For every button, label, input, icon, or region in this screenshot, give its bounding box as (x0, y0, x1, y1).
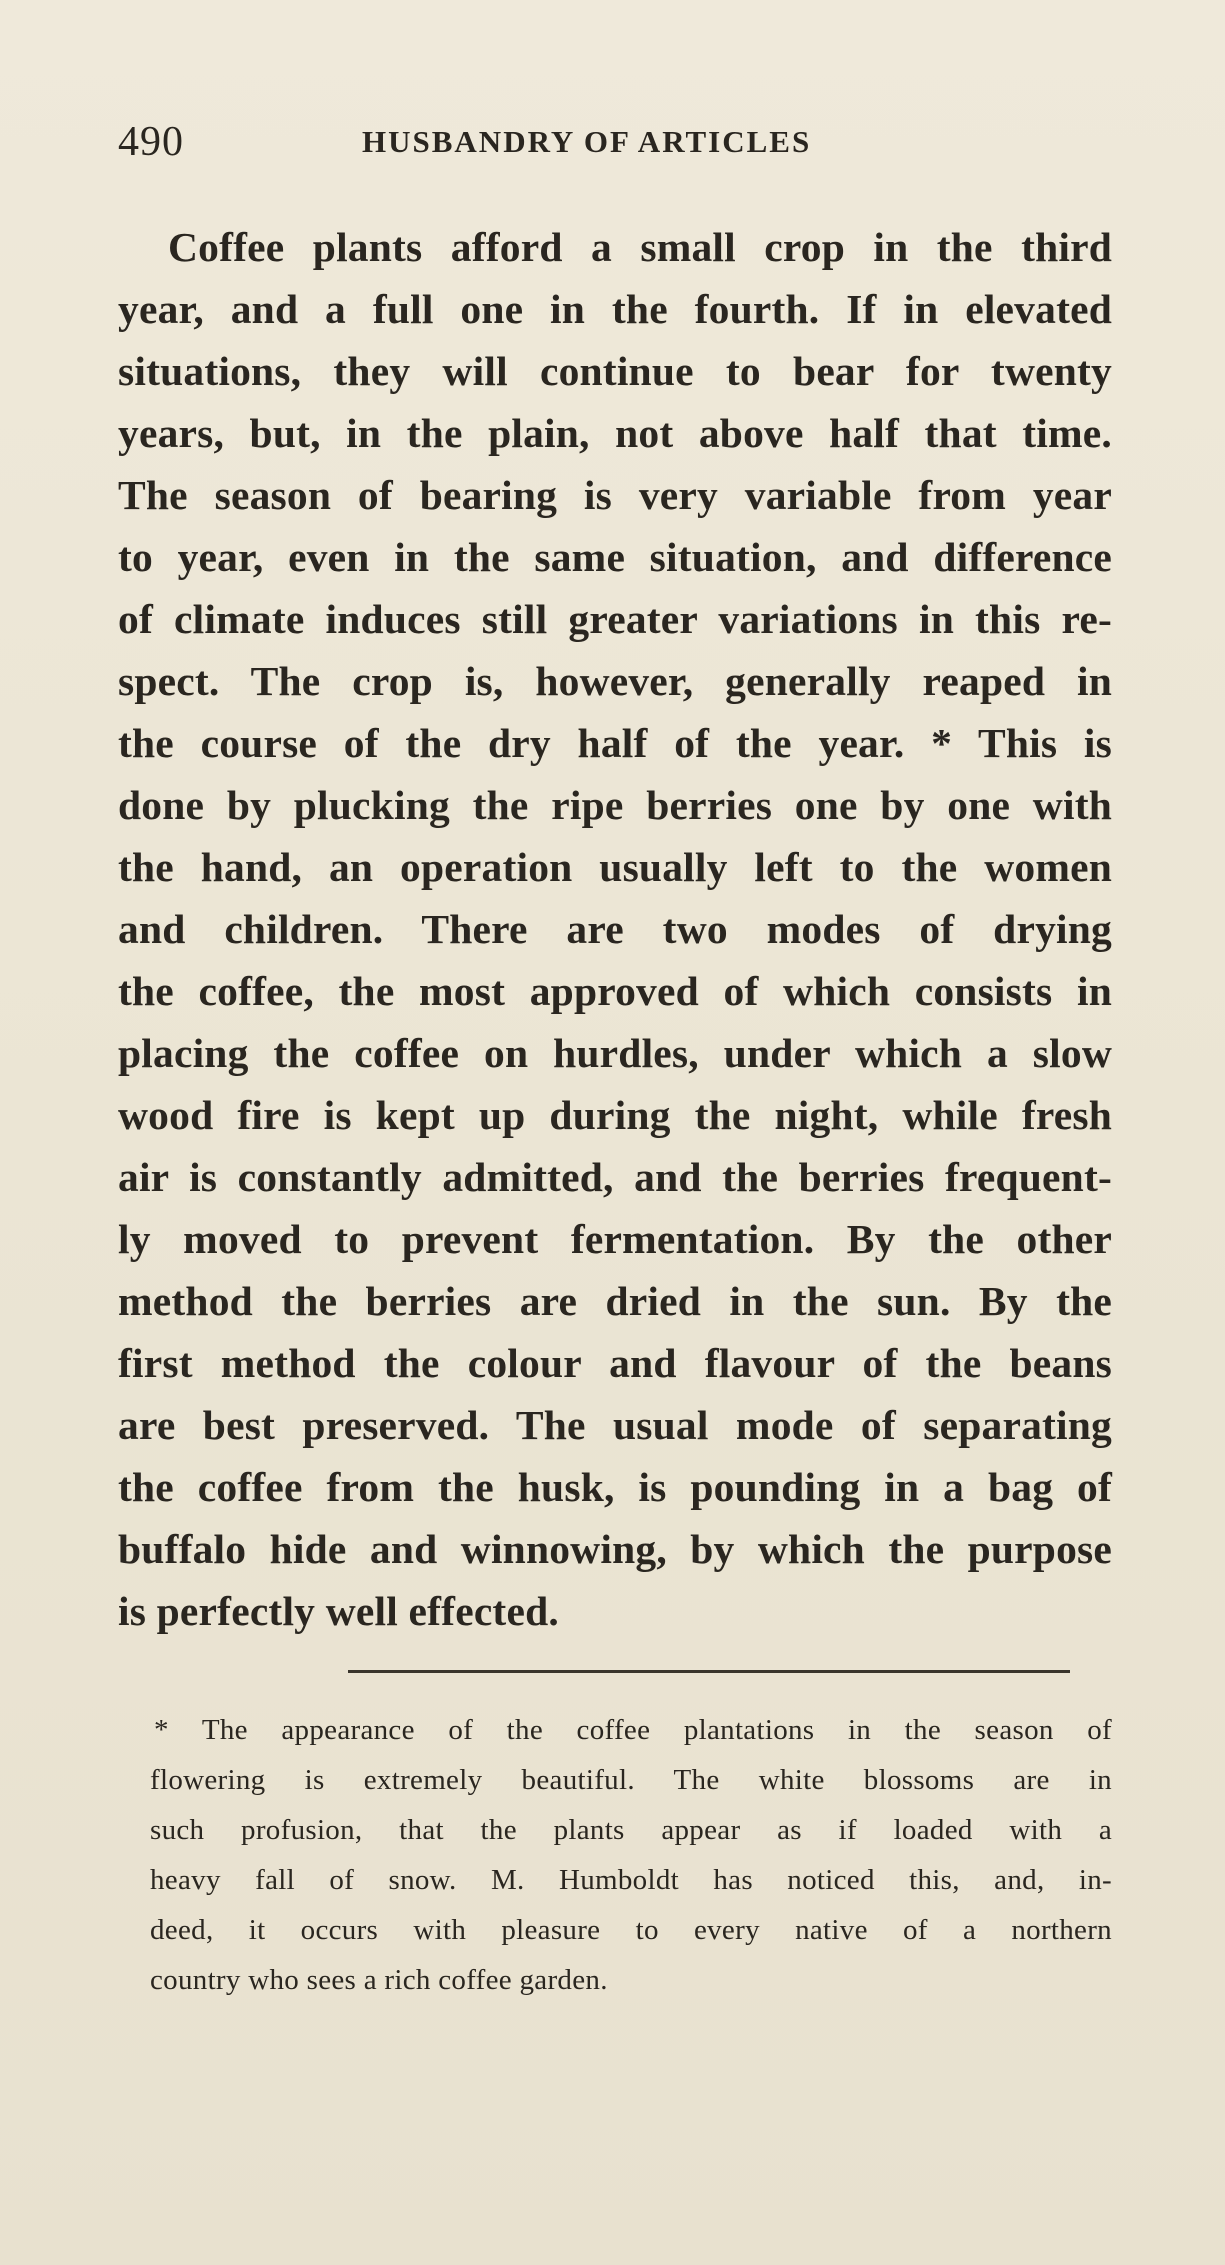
body-text (118, 216, 1112, 1642)
footnote-line: country who sees a rich coffee garden. (150, 1964, 608, 1996)
body-line: wood fire is kept up during the night, while fresh (118, 1092, 1112, 1138)
body-line: to year, even in the same situation, and difference (118, 534, 1112, 580)
body-line: air is constantly admitted, and the berries frequent- (118, 1154, 1112, 1200)
body-line: done by plucking the ripe berries one by one with (118, 782, 1112, 828)
body-line: are best preserved. The usual mode of separating (118, 1402, 1112, 1448)
body-line: the hand, an operation usually left to the women (118, 844, 1112, 890)
body-line: is perfectly well effected. (118, 1588, 559, 1634)
body-line: buffalo hide and winnowing, by which the purpose (118, 1526, 1112, 1572)
footnote-line: heavy fall of snow. M. Humboldt has noticed this, and, in- (150, 1864, 1112, 1896)
body-line: the coffee from the husk, is pounding in a bag of (118, 1464, 1112, 1510)
body-line: spect. The crop is, however, generally reaped in (118, 658, 1112, 704)
body-line: placing the coffee on hurdles, under which a slow (118, 1030, 1112, 1076)
page-number: 490 (118, 119, 184, 165)
body-line: and children. There are two modes of drying (118, 906, 1112, 952)
body-line: method the berries are dried in the sun. By the (118, 1278, 1112, 1324)
body-line: years, but, in the plain, not above half that time. (118, 410, 1112, 456)
running-head: HUSBANDRY OF ARTICLES (362, 124, 812, 159)
footnote-divider (348, 1670, 1070, 1673)
body-line: the course of the dry half of the year. * This is (118, 720, 1112, 766)
footnote-line: flowering is extremely beautiful. The white blossoms are in (150, 1764, 1112, 1796)
page-header (118, 118, 998, 178)
body-line: first method the colour and flavour of the beans (118, 1340, 1112, 1386)
body-line: ly moved to prevent fermentation. By the other (118, 1216, 1112, 1262)
footnote-line: such profusion, that the plants appear as if loaded with a (150, 1814, 1112, 1846)
body-line: situations, they will continue to bear for twenty (118, 348, 1112, 394)
body-line: Coffee plants afford a small crop in the third (168, 224, 1112, 270)
body-line: the coffee, the most approved of which consists in (118, 968, 1112, 1014)
body-line: of climate induces still greater variations in this re- (118, 596, 1112, 642)
footnote-line: deed, it occurs with pleasure to every native of a northern (150, 1914, 1112, 1946)
body-line: year, and a full one in the fourth. If in elevated (118, 286, 1112, 332)
footnote (150, 1705, 1112, 2005)
footnote-line: * The appearance of the coffee plantations in the season of (154, 1714, 1112, 1746)
body-line: The season of bearing is very variable from year (118, 472, 1112, 518)
